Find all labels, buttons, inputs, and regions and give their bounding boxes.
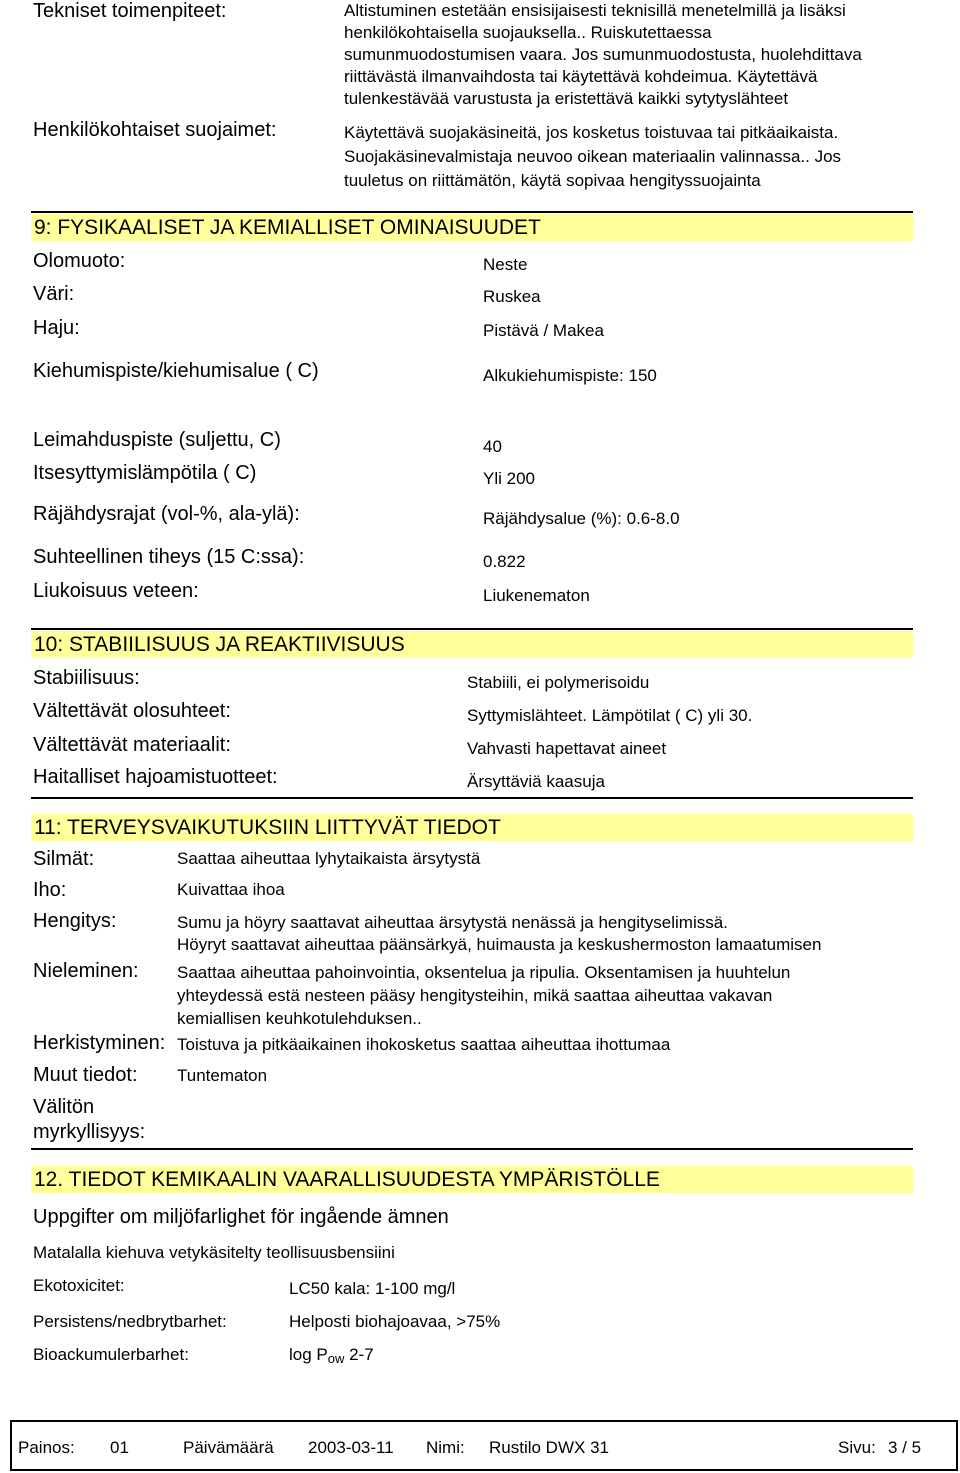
ekotoxicitet-label: Ekotoxicitet: [33, 1276, 125, 1295]
liukoisuus-label: Liukoisuus veteen: [33, 580, 199, 602]
nimi-value: Rustilo DWX 31 [489, 1438, 609, 1457]
rajahdysrajat-value: Räjähdysalue (%): 0.6-8.0 [483, 509, 680, 528]
section-10-header: 10: STABIILISUUS JA REAKTIIVISUUS [31, 631, 913, 658]
section-12-rule [31, 1148, 913, 1150]
ekotoxicitet-value: LC50 kala: 1-100 mg/l [289, 1279, 456, 1298]
section-12-header: 12. TIEDOT KEMIKAALIN VAARALLISUUDESTA YMPÄRISTÖLLE [31, 1166, 913, 1193]
technical-measures-label: Tekniset toimenpiteet: [33, 0, 227, 22]
painos-label: Painos: [18, 1438, 75, 1457]
herkistyminen-label: Herkistyminen: [33, 1032, 166, 1054]
persistens-label: Persistens/nedbrytbarhet: [33, 1312, 227, 1331]
sivu-value: 3 / 5 [888, 1438, 922, 1457]
date-label: Päivämäärä [183, 1438, 274, 1457]
liukoisuus-value: Liukenematon [483, 586, 590, 605]
haju-value: Pistävä / Makea [483, 321, 604, 340]
olomuoto-label: Olomuoto: [33, 250, 126, 272]
section-9-rule [31, 211, 913, 213]
valiton-myrkyllisyys-label: Välitön myrkyllisyys: [33, 1096, 146, 1143]
vari-label: Väri: [33, 283, 75, 305]
olomuoto-value: Neste [483, 255, 528, 274]
stabiilisuus-value: Stabiili, ei polymerisoidu [467, 673, 650, 692]
stabiilisuus-label: Stabiilisuus: [33, 667, 140, 689]
tiheys-value: 0.822 [483, 552, 526, 571]
bioackumulerbarhet-value: $\log P_{ow}$ 2-7 [289, 1345, 374, 1366]
bioackumulerbarhet-label: Bioackumulerbarhet: [33, 1345, 189, 1364]
personal-protection-label: Henkilökohtaiset suojaimet: [33, 119, 277, 141]
personal-protection-text: Käytettävä suojakäsineitä, jos kosketus toistuvaa tai pitkäaikaista. Suojakäsinevalmistaja neuvoo oikean materiaalin valinnassa.. Jos tuuletus on riittämätön, käytä sopivaa hengityssuojainta [344, 123, 842, 190]
hengitys-label: Hengitys: [33, 910, 117, 932]
muut-tiedot-label: Muut tiedot: [33, 1064, 138, 1086]
itsesyttymis-value: Yli 200 [483, 469, 535, 488]
iho-label: Iho: [33, 879, 67, 901]
sivu-label: Sivu: [838, 1438, 876, 1457]
section-11-header: 11: TERVEYSVAIKUTUKSIIN LIITTYVÄT TIEDOT [31, 814, 913, 841]
materiaalit-value: Vahvasti hapettavat aineet [467, 739, 667, 758]
olosuhteet-label: Vältettävät olosuhteet: [33, 700, 231, 722]
silmat-value: Saattaa aiheuttaa lyhytaikaista ärsytystä [177, 849, 481, 868]
section-10-rule [31, 628, 913, 630]
vari-value: Ruskea [483, 287, 541, 306]
persistens-value: Helposti biohajoavaa, >75% [289, 1312, 501, 1331]
herkistyminen-value: Toistuva ja pitkäaikainen ihokosketus saattaa aiheuttaa ihottumaa [177, 1035, 671, 1054]
substance-name: Matalalla kiehuva vetykäsitelty teollisuusbensiini [33, 1243, 395, 1262]
rajahdysrajat-label: Räjähdysrajat (vol-%, ala-ylä): [33, 503, 300, 525]
nieleminen-label: Nieleminen: [33, 960, 139, 982]
silmat-label: Silmät: [33, 848, 95, 870]
leimahduspiste-value: 40 [483, 437, 502, 456]
tiheys-label: Suhteellinen tiheys (15 C:ssa): [33, 546, 305, 568]
hajoamistuotteet-value: Ärsyttäviä kaasuja [467, 772, 605, 791]
nieleminen-text: Saattaa aiheuttaa pahoinvointia, oksentelua ja ripulia. Oksentamisen ja huuhtelun yhteydessä estä nesteen pääsy hengitysteihin, mikä saattaa aiheuttaa vakavan kemiallisen keuhkotulehduksen.. [177, 963, 791, 1028]
technical-measures-text: Altistuminen estetään ensisijaisesti teknisillä menetelmillä ja lisäksi henkilökohtaisella suojauksella.. Ruiskutettaessa sumunmuodostumisen vaara. Jos sumunmuodostusta, huolehdittava riittävästä ilmanvaihdosta tai käytettävä kohdeimua. Käytettävä tulenkestävää varustusta ja eristettävä kaikki sytytyslähteet [344, 1, 862, 108]
kiehumispiste-label: Kiehumispiste/kiehumisalue ( C) [33, 360, 319, 382]
hengitys-text: Sumu ja höyry saattavat aiheuttaa ärsytystä nenässä ja hengityselimissä. Höyryt saattavat aiheuttaa päänsärkyä, huimausta ja keskushermoston lamaatumisen [177, 913, 822, 954]
nimi-label: Nimi: [426, 1438, 465, 1457]
section-11-rule [31, 797, 913, 799]
olosuhteet-value: Syttymislähteet. Lämpötilat ( C) yli 30. [467, 706, 753, 725]
haju-label: Haju: [33, 317, 80, 339]
itsesyttymis-label: Itsesyttymislämpötila ( C) [33, 462, 257, 484]
leimahduspiste-label: Leimahduspiste (suljettu, C) [33, 429, 281, 451]
hajoamistuotteet-label: Haitalliset hajoamistuotteet: [33, 766, 278, 788]
date-value: 2003-03-11 [308, 1438, 394, 1457]
page-footer [10, 1420, 958, 1471]
iho-value: Kuivattaa ihoa [177, 880, 285, 899]
section-9-header: 9: FYSIKAALISET JA KEMIALLISET OMINAISUUDET [31, 214, 913, 241]
painos-value: 01 [110, 1438, 129, 1457]
kiehumispiste-value: Alkukiehumispiste: 150 [483, 366, 657, 385]
materiaalit-label: Vältettävät materiaalit: [33, 734, 231, 756]
environment-subtitle: Uppgifter om miljöfarlighet för ingående ämnen [33, 1206, 449, 1228]
muut-tiedot-value: Tuntematon [177, 1066, 268, 1085]
